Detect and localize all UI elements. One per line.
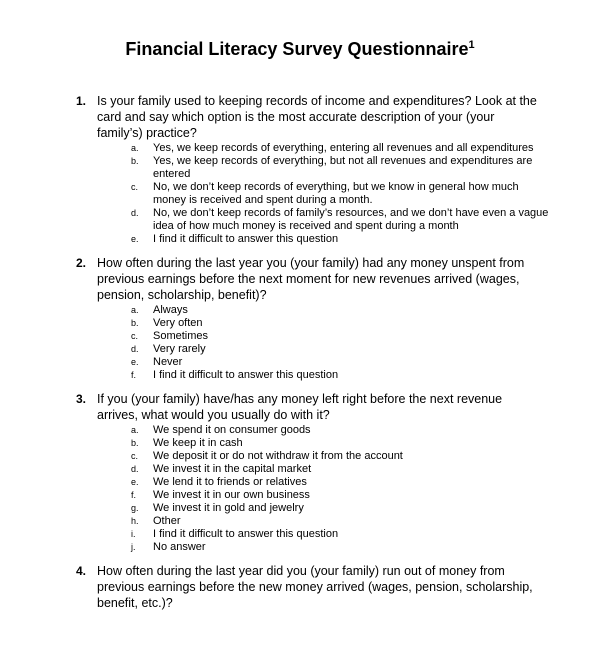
option-letter: a.: [131, 143, 139, 153]
option-item: [131, 489, 553, 502]
option-item: [131, 233, 553, 246]
option-letter: d.: [131, 464, 139, 474]
option-item: [131, 541, 553, 554]
option-text: No, we don’t keep records of everything, but we know in general how much money is received and spent during a month.: [153, 181, 519, 206]
option-text: Sometimes: [153, 330, 209, 342]
option-item: [131, 181, 553, 207]
option-item: [131, 207, 553, 233]
option-list: [0, 142, 600, 246]
question-number: 4.: [76, 564, 87, 578]
option-letter: f.: [131, 370, 137, 380]
option-text: We keep it in cash: [153, 437, 243, 449]
question-number: 2.: [76, 256, 87, 270]
option-text: We invest it in the capital market: [153, 463, 312, 475]
option-letter: c.: [131, 331, 139, 341]
option-item: [131, 437, 553, 450]
option-text: Always: [153, 304, 188, 316]
option-item: [131, 515, 553, 528]
option-letter: d.: [131, 208, 139, 218]
option-text: Other: [153, 515, 181, 527]
title-text: Financial Literacy Survey Questionnaire: [125, 39, 469, 59]
option-text: Yes, we keep records of everything, but not all revenues and expenditures are entered: [153, 155, 533, 180]
question-3: [0, 391, 600, 554]
option-text: No, we don’t keep records of family’s resources, and we don’t have even a vague idea of how much money is received and spent during a month: [153, 207, 549, 232]
question-number: 1.: [76, 94, 87, 108]
option-text: Never: [153, 356, 183, 368]
option-text: We lend it to friends or relatives: [153, 476, 307, 488]
question-1: [0, 93, 600, 246]
option-letter: h.: [131, 516, 139, 526]
option-letter: e.: [131, 477, 139, 487]
option-letter: a.: [131, 305, 139, 315]
option-item: [131, 424, 553, 437]
question-text: Is your family used to keeping records of income and expenditures? Look at the card and say which option is the most accurate description of your (your family’s) practice?: [97, 94, 537, 140]
option-letter: b.: [131, 438, 139, 448]
option-item: [131, 304, 553, 317]
option-item: [131, 330, 553, 343]
option-text: We deposit it or do not withdraw it from the account: [153, 450, 403, 462]
option-item: [131, 463, 553, 476]
option-letter: c.: [131, 182, 139, 192]
option-letter: e.: [131, 234, 139, 244]
option-item: [131, 317, 553, 330]
option-text: I find it difficult to answer this question: [153, 369, 339, 381]
option-letter: j.: [131, 542, 136, 552]
option-letter: b.: [131, 318, 139, 328]
title-footnote-marker: 1: [468, 39, 475, 51]
question-4: [0, 563, 600, 611]
question-text: How often during the last year you (your family) had any money unspent from previous earnings before the next moment for new revenues arrived (wages, pension, scholarship, benefit)?: [97, 256, 525, 302]
option-letter: i.: [131, 529, 136, 539]
option-text: We invest it in our own business: [153, 489, 310, 501]
option-item: [131, 142, 553, 155]
option-item: [131, 369, 553, 382]
option-letter: b.: [131, 156, 139, 166]
question-text: If you (your family) have/has any money left right before the next revenue arrives, what would you usually do with it?: [97, 392, 503, 422]
question-list: [0, 93, 600, 620]
option-text: Very rarely: [153, 343, 206, 355]
option-item: [131, 155, 553, 181]
question-2: [0, 255, 600, 382]
option-item: [131, 528, 553, 541]
option-text: We invest it in gold and jewelry: [153, 502, 304, 514]
option-text: Very often: [153, 317, 203, 329]
option-letter: f.: [131, 490, 137, 500]
option-letter: e.: [131, 357, 139, 367]
option-letter: c.: [131, 451, 139, 461]
option-text: I find it difficult to answer this question: [153, 528, 339, 540]
option-list: [0, 304, 600, 382]
option-text: We spend it on consumer goods: [153, 424, 311, 436]
option-list: [0, 424, 600, 554]
question-text: How often during the last year did you (your family) run out of money from previous earnings before the new money arrived (wages, pension, scholarship, benefit, etc.)?: [97, 564, 533, 610]
option-letter: a.: [131, 425, 139, 435]
page-title: [0, 36, 600, 62]
option-text: Yes, we keep records of everything, entering all revenues and all expenditures: [153, 142, 534, 154]
option-item: [131, 356, 553, 369]
option-item: [131, 476, 553, 489]
option-letter: d.: [131, 344, 139, 354]
option-item: [131, 450, 553, 463]
option-item: [131, 502, 553, 515]
option-item: [131, 343, 553, 356]
option-text: No answer: [153, 541, 206, 553]
question-number: 3.: [76, 392, 87, 406]
option-text: I find it difficult to answer this question: [153, 233, 339, 245]
option-letter: g.: [131, 503, 139, 513]
